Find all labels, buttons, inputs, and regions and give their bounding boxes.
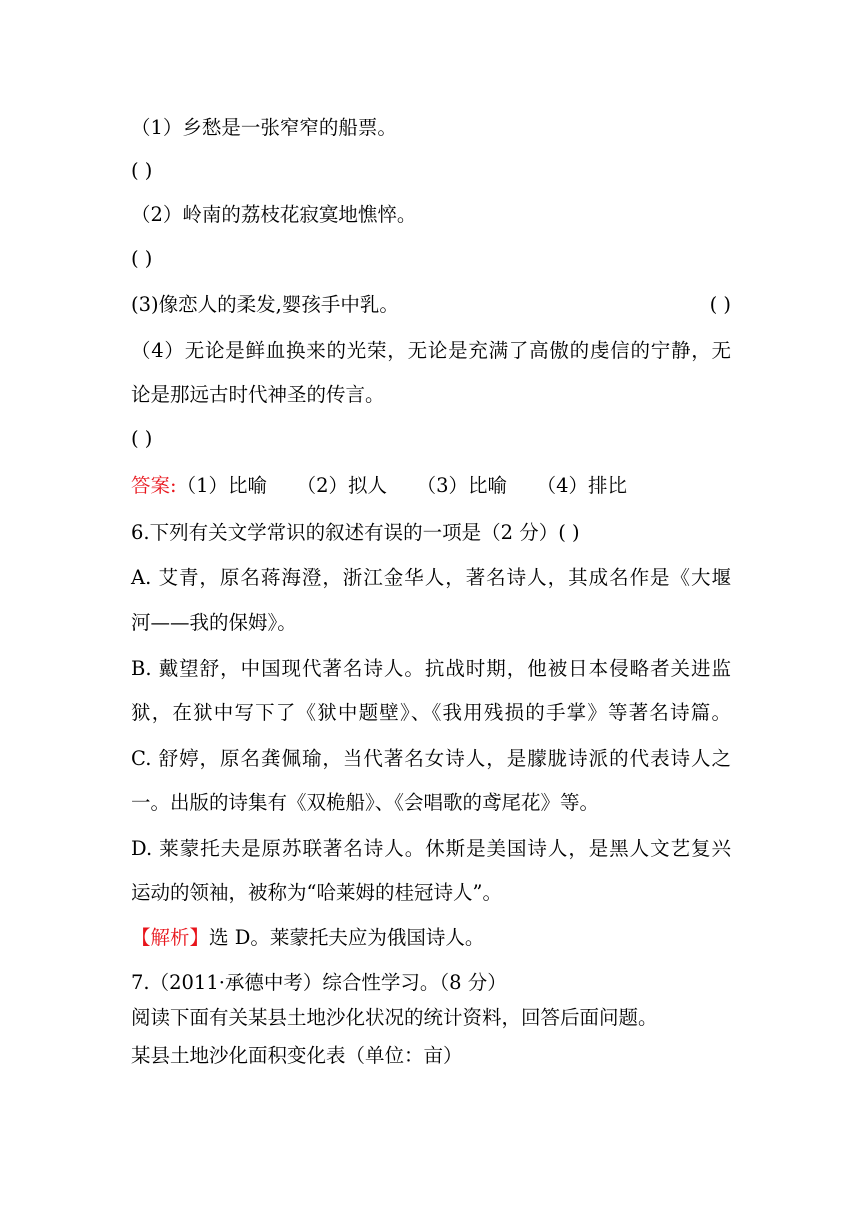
option-b-line-1: B. 戴望舒，中国现代著名诗人。抗战时期，他被日本侵略者关进监	[131, 657, 731, 680]
option-c-line-2: 一。出版的诗集有《双桅船》、《会唱歌的鸢尾花》等。	[131, 791, 600, 814]
item-1-text: （1）乡愁是一张窄窄的船票。	[131, 116, 397, 139]
answer-row	[131, 471, 731, 501]
item-1-blank: ( )	[131, 159, 153, 182]
question-7-instruction: 阅读下面有关某县土地沙化状况的统计资料，回答后面问题。	[131, 1006, 658, 1029]
item-3-blank: ( )	[709, 293, 731, 316]
option-b-line-2: 狱，在狱中写下了《狱中题壁》、《我用残损的手掌》等著名诗篇。	[131, 701, 731, 724]
item-4-line-1: （4）无论是鲜血换来的光荣，无论是充满了高傲的虔信的宁静，无	[131, 339, 731, 362]
option-c-line-1: C. 舒婷，原名龚佩瑜，当代著名女诗人，是朦胧诗派的代表诗人之	[131, 747, 731, 770]
item-4-blank: ( )	[131, 427, 153, 450]
item-3-row	[131, 290, 731, 320]
analysis-text: 选 D。莱蒙托夫应为俄国诗人。	[209, 926, 485, 949]
answer-2: （2）拟人	[296, 474, 387, 497]
item-3-text: (3)像恋人的柔发,婴孩手中乳。	[131, 293, 399, 316]
answer-4: （4）排比	[536, 474, 627, 497]
answer-3: （3）比喻	[416, 474, 507, 497]
option-d-line-1: D. 莱蒙托夫是原苏联著名诗人。休斯是美国诗人，是黑人文艺复兴	[131, 837, 731, 860]
analysis-row	[131, 923, 731, 953]
item-4-line-2: 论是那远古时代神圣的传言。	[131, 383, 385, 406]
option-a-line-1: A. 艾青，原名蒋海澄，浙江金华人，著名诗人，其成名作是《大堰	[131, 566, 731, 589]
option-a-line-2: 河——我的保姆》。	[131, 611, 297, 634]
option-d-line-2: 运动的领袖，被称为“哈莱姆的桂冠诗人”。	[131, 881, 502, 904]
answer-label: 答案:	[131, 474, 177, 497]
question-7-stem: 7.（2011·承德中考）综合性学习。（8 分）	[131, 971, 507, 994]
table-title: 某县土地沙化面积变化表（单位：亩）	[131, 1044, 463, 1067]
analysis-label: 【解析】	[131, 926, 210, 949]
answer-1: （1）比喻	[176, 474, 267, 497]
question-6-stem: 6.下列有关文学常识的叙述有误的一项是（2 分）( )	[131, 521, 580, 544]
item-2-blank: ( )	[131, 247, 153, 270]
item-2-text: （2）岭南的荔枝花寂寞地憔悴。	[131, 203, 417, 226]
